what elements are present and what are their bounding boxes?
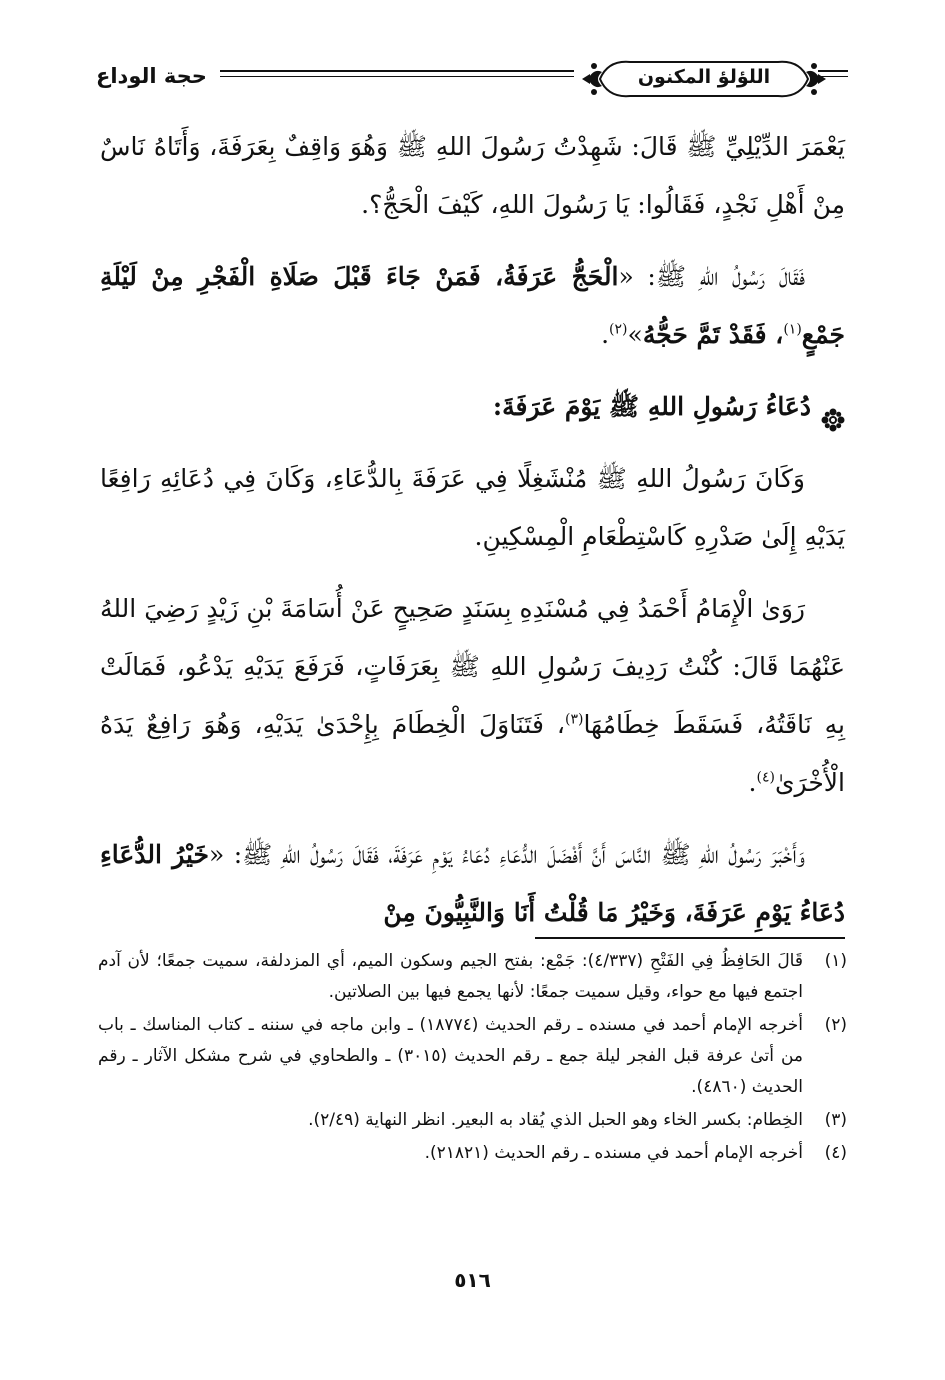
flower-icon [821, 395, 845, 419]
footnote-text: الخِطام: بكسر الخاء وهو الحبل الذي يُقاد به البعير. انظر النهاية (٢/٤٩). [308, 1110, 803, 1130]
page-number: ٥١٦ [454, 1268, 491, 1292]
paragraph-2-end: . [601, 320, 610, 349]
hadith-text-2: خَيْرُ الدُّعَاءِ دُعَاءُ يَوْمِ عَرَفَةَ، وَخَيْرُ مَا قُلْتُ أَنَا وَالنَّبِيُّونَ مِنْ [100, 840, 845, 927]
paragraph-5 [100, 826, 845, 942]
main-text [100, 118, 845, 956]
footnote-1 [98, 946, 847, 1008]
paragraph-2-intro: فَقَالَ رَسُولُ اللهِ ﷺ: « [618, 262, 805, 291]
footnote-separator [535, 937, 845, 939]
paragraph-5-a: وَأَخْبَرَ رَسُولُ اللهِ ﷺ النَّاسَ أَنَّ أَفْضَلَ الدُّعَاءِ دُعَاءُ يَوْمِ عَرَفَةَ، فَقَالَ رَسُولُ اللهِ ﷺ: « [209, 840, 805, 869]
footnote-text: أخرجه الإمام أحمد في مسنده ـ رقم الحديث (٢١٨٢١). [424, 1143, 803, 1163]
quote-close-1: » [627, 320, 643, 349]
chapter-title: حجة الوداع [96, 64, 207, 88]
header-rule-middle-top [220, 70, 574, 72]
footnote-3 [98, 1105, 847, 1136]
paragraph-3: وَكَانَ رَسُولُ اللهِ ﷺ مُنْشَغِلًا فِي عَرَفَةَ بِالدُّعَاءِ، وَكَانَ فِي دُعَائِهِ رَافِعًا يَدَيْهِ إِلَىٰ صَدْرِهِ كَاسْتِطْعَامِ الْمِسْكِينِ. [100, 464, 845, 551]
paragraph-4-b: ، فَتَنَاوَلَ الْخِطَامَ بِإِحْدَىٰ يَدَيْهِ، وَهُوَ رَافِعٌ يَدَهُ الْأُخْرَىٰ [100, 710, 845, 797]
footnote-text: أخرجه الإمام أحمد في مسنده ـ رقم الحديث (١٨٧٧٤) ـ وابن ماجه في سننه ـ كتاب المناسك ـ باب من أتىٰ عرفة قبل الفجر ليلة جمع ـ رقم الحديث (٣٠١٥) ـ والطحاوي في شرح مشكل الآثار ـ رقم الحديث (٤٨٦٠). [98, 1015, 803, 1097]
footnote-ref-1[interactable]: (١) [783, 321, 802, 338]
hadith-text-1: الْحَجُّ عَرَفَةُ، فَمَنْ جَاءَ قَبْلَ صَلَاةِ الْفَجْرِ مِنْ لَيْلَةِ جَمْعٍ [100, 262, 845, 349]
footnote-text: قَالَ الحَافِظُ فِي الفَتْحِ (٤/٣٣٧): جَمْع: بفتح الجيم وسكون الميم، أي المزدلفة، سميت جمعًا؛ لأن آدم اجتمع فيها مع حواء، وقيل سميت جمعًا: لأنها يجمع فيها بين الصلاتين. [98, 951, 803, 1002]
paragraph-2 [100, 248, 845, 364]
section-heading-text: دُعَاءُ رَسُولِ اللهِ ﷺ يَوْمَ عَرَفَةَ: [492, 392, 811, 421]
footnote-ref-3[interactable]: (٣) [564, 711, 584, 728]
running-header [96, 52, 848, 108]
footnote-4 [98, 1138, 847, 1169]
book-title: اللؤلؤ المكنون [637, 66, 771, 88]
paragraph-4 [100, 580, 845, 812]
book-title-frame [580, 54, 828, 104]
section-heading [100, 378, 845, 436]
footnote-number: (٤) [824, 1143, 847, 1163]
footnote-2 [98, 1010, 847, 1103]
hadith-text-1b: ، فَقَدْ تَمَّ حَجُّهُ [642, 320, 784, 349]
footnote-number: (٢) [824, 1015, 847, 1035]
footnote-ref-4[interactable]: (٤) [756, 769, 775, 786]
footnote-ref-2[interactable]: (٢) [609, 321, 628, 338]
header-rule-middle-bottom [220, 76, 574, 77]
footnote-number: (١) [824, 951, 847, 971]
paragraph-4-a: رَوَىٰ الْإِمَامُ أَحْمَدُ فِي مُسْنَدِهِ بِسَنَدٍ صَحِيحٍ عَنْ أُسَامَةَ بْنِ زَيْدٍ رَضِيَ اللهُ عَنْهُمَا قَالَ: كُنْتُ رَدِيفَ رَسُولِ اللهِ ﷺ بِعَرَفَاتٍ، فَرَفَعَ يَدَيْهِ يَدْعُو، فَمَالَتْ بِهِ نَاقَتُهُ، فَسَقَطَ خِطَامُهَا [100, 594, 846, 739]
footnotes [98, 946, 847, 1171]
paragraph-4-end: . [748, 768, 757, 797]
paragraph-1: يَعْمَرَ الدِّيْلِيِّ ﷺ قَالَ: شَهِدْتُ رَسُولَ اللهِ ﷺ وَهُوَ وَاقِفٌ بِعَرَفَةَ، وَأَتَاهُ نَاسٌ مِنْ أَهْلِ نَجْدٍ، فَقَالُوا: يَا رَسُولَ اللهِ، كَيْفَ الْحَجُّ؟. [100, 132, 845, 219]
footnote-number: (٣) [824, 1110, 847, 1130]
